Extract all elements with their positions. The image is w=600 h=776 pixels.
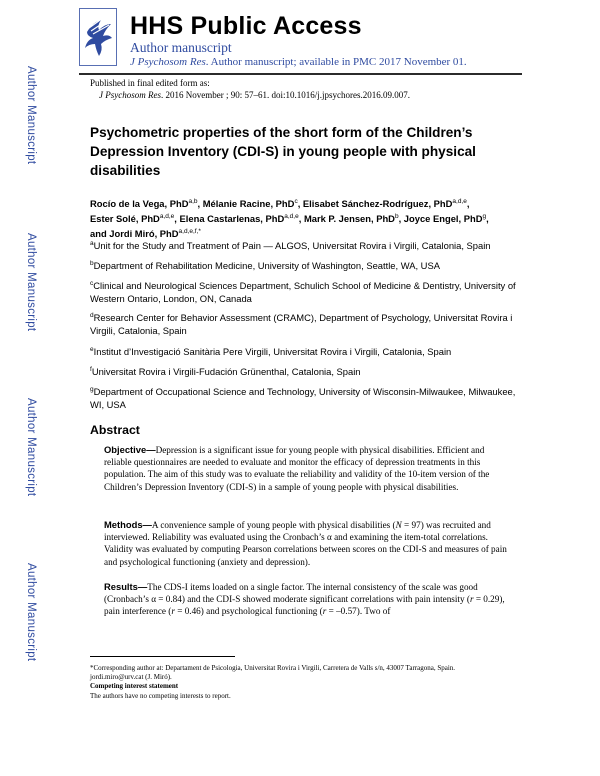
affiliation (90, 384, 520, 411)
side-label-author-manuscript: Author Manuscript (25, 563, 37, 662)
affiliation-text: Clinical and Neurological Sciences Department, Schulich School of Medicine & Dentistry, University of Western Ontario, London, ON, Canada (90, 280, 516, 304)
affiliation-mark: f (90, 366, 92, 373)
author-affiliation-mark: a,d,e (284, 213, 299, 221)
competing-interest-text: The authors have no competing interests to report. (90, 691, 231, 700)
n-symbol: N (395, 520, 402, 530)
affiliation (90, 258, 520, 273)
journal-abbrev: J Psychosom Res (130, 56, 206, 68)
affiliation-mark: a (90, 240, 94, 247)
affiliation-mark: d (90, 312, 94, 319)
author-affiliation-mark: g (482, 213, 487, 221)
affiliation (90, 278, 520, 305)
author-affiliation-mark: a,d,e (159, 213, 175, 221)
results-lead: Results— (104, 581, 148, 592)
author-affiliation-mark: b (394, 213, 399, 221)
author-separator: , (398, 213, 404, 225)
author-name: Elisabet Sánchez-Rodríguez, PhD (302, 198, 453, 210)
methods-text: A convenience sample of young people with physical disabilities ( (151, 520, 396, 530)
results-text: The CDS-I items loaded on a single factor. The internal consistency of the scale was good (Cronbach’s α = 0.84) and the CDI-S showed moderate significant correlations with pain intensity ( (104, 582, 478, 605)
affiliation-text: Unit for the Study and Treatment of Pain — ALGOS, Universitat Rovira i Virgili, Catalonia, Spain (93, 240, 491, 252)
journal-availability-line (130, 56, 467, 68)
author-name: Joyce Engel, PhD (403, 213, 483, 225)
results-text: = 0.29), pain interference ( (104, 594, 505, 617)
author-name: Rocío de la Vega, PhD (90, 198, 189, 210)
r-symbol: r (171, 606, 175, 617)
citation-line (99, 89, 410, 101)
methods-text: = 97) was recruited and interviewed. Reliability was evaluated using the Cronbach’s α and examining the item-total correlations. Validity was evaluated by computing Pearson correlations between scores on the CDI-S and measures of pain and psychological functioning (anxiety and depression). (104, 520, 507, 567)
results-text: = 0.46) and psychological functioning ( (174, 606, 323, 617)
author-name: Elena Castarlenas, PhD (179, 213, 285, 225)
article-title: Psychometric properties of the short form of the Children’s Depression Inventory (CDI-S) in young people with physical disabilities (90, 125, 476, 178)
citation-details: . 2016 November ; 90: 57–61. doi:10.1016/j.jpsychores.2016.09.007. (160, 90, 410, 100)
objective-text: Depression is a significant issue for young people with physical disabilities. Efficient and reliable questionnaires are needed to evaluate and monitor the efficacy of depression treatments in this population. The aim of this study was to evaluate the reliability and validity of the 10-item version of the Children’s Depression Inventory (CDI-S) in a sample of young people with physical disabilities. (104, 445, 490, 492)
hhs-title: HHS Public Access (130, 12, 362, 40)
side-label-author-manuscript: Author Manuscript (25, 233, 37, 332)
abstract-methods (104, 519, 514, 568)
publication-info (90, 77, 410, 101)
objective-lead: Objective— (104, 444, 156, 455)
author-name: Ester Solé, PhD (90, 213, 160, 225)
author-list (90, 195, 510, 240)
abstract-heading: Abstract (90, 423, 140, 437)
side-label-author-manuscript: Author Manuscript (25, 66, 37, 165)
r-symbol: r (469, 594, 474, 605)
author-name: and Jordi Miró, PhD (90, 228, 179, 240)
author-separator: , (297, 198, 303, 210)
author-separator: , (298, 213, 304, 225)
hhs-eagle-logo (79, 8, 117, 66)
hhs-eagle-logo-icon (79, 8, 117, 66)
competing-interest-heading: Competing interest statement (90, 682, 179, 691)
footnote-divider (90, 656, 235, 657)
affiliation-mark: b (90, 260, 94, 267)
methods-lead: Methods— (104, 519, 152, 530)
footnotes (90, 664, 510, 701)
author-affiliation-mark: a,d,e (452, 198, 467, 205)
published-in-line: Published in final edited form as: (90, 78, 210, 88)
availability-text: . Author manuscript; available in PMC 2017 November 01. (205, 56, 467, 68)
affiliation-text: Department of Rehabilitation Medicine, University of Washington, Seattle, WA, USA (93, 260, 440, 272)
author-affiliation-mark: a,d,e,f,* (178, 228, 201, 236)
r-symbol: r (322, 606, 327, 617)
affiliation (90, 364, 520, 379)
affiliation-text: Department of Occupational Science and Technology, University of Wisconsin-Milwaukee, Milwaukee, WI, USA (90, 386, 516, 410)
affiliation-mark: e (90, 346, 94, 353)
author-affiliation-mark: c (294, 198, 298, 205)
affiliation (90, 238, 520, 253)
affiliation-text: Research Center for Behavior Assessment (CRAMC), Department of Psychology, Universitat Rovira i Virgili, Catalonia, Spain (90, 312, 513, 336)
affiliation-text: Universitat Rovira i Virgili-Fudación Grünenthal, Catalonia, Spain (91, 366, 361, 378)
affiliation (90, 310, 520, 337)
affiliation-text: Institut d’Investigació Sanitària Pere Virgili, Universitat Rovira i Virgili, Catalonia, Spain (93, 346, 452, 358)
author-separator: , (174, 213, 180, 225)
author-separator: , (197, 198, 203, 210)
abstract-objective (104, 444, 514, 493)
author-name: Mark P. Jensen, PhD (303, 213, 395, 225)
author-name: Mélanie Racine, PhD (202, 198, 295, 210)
affiliation-mark: g (90, 386, 94, 393)
author-separator: , (486, 213, 489, 225)
citation-journal: J Psychosom Res (99, 90, 161, 100)
author-separator: , (466, 198, 470, 210)
header-divider (79, 73, 522, 75)
side-label-author-manuscript: Author Manuscript (25, 398, 37, 497)
author-manuscript-label: Author manuscript (130, 40, 232, 55)
corresponding-author-note: *Corresponding author at: Departament de Psicologia, Universitat Rovira i Virgili, Carretera de Valls s/n, 43007 Tarragona, Spain. jordi.miro@urv.cat (J. Miró). (90, 664, 456, 682)
affiliation (90, 344, 520, 359)
author-affiliation-mark: a,b (188, 198, 198, 205)
results-text: = –0.57). Two of (326, 606, 391, 617)
affiliation-mark: c (90, 280, 94, 287)
abstract-results (104, 581, 514, 618)
